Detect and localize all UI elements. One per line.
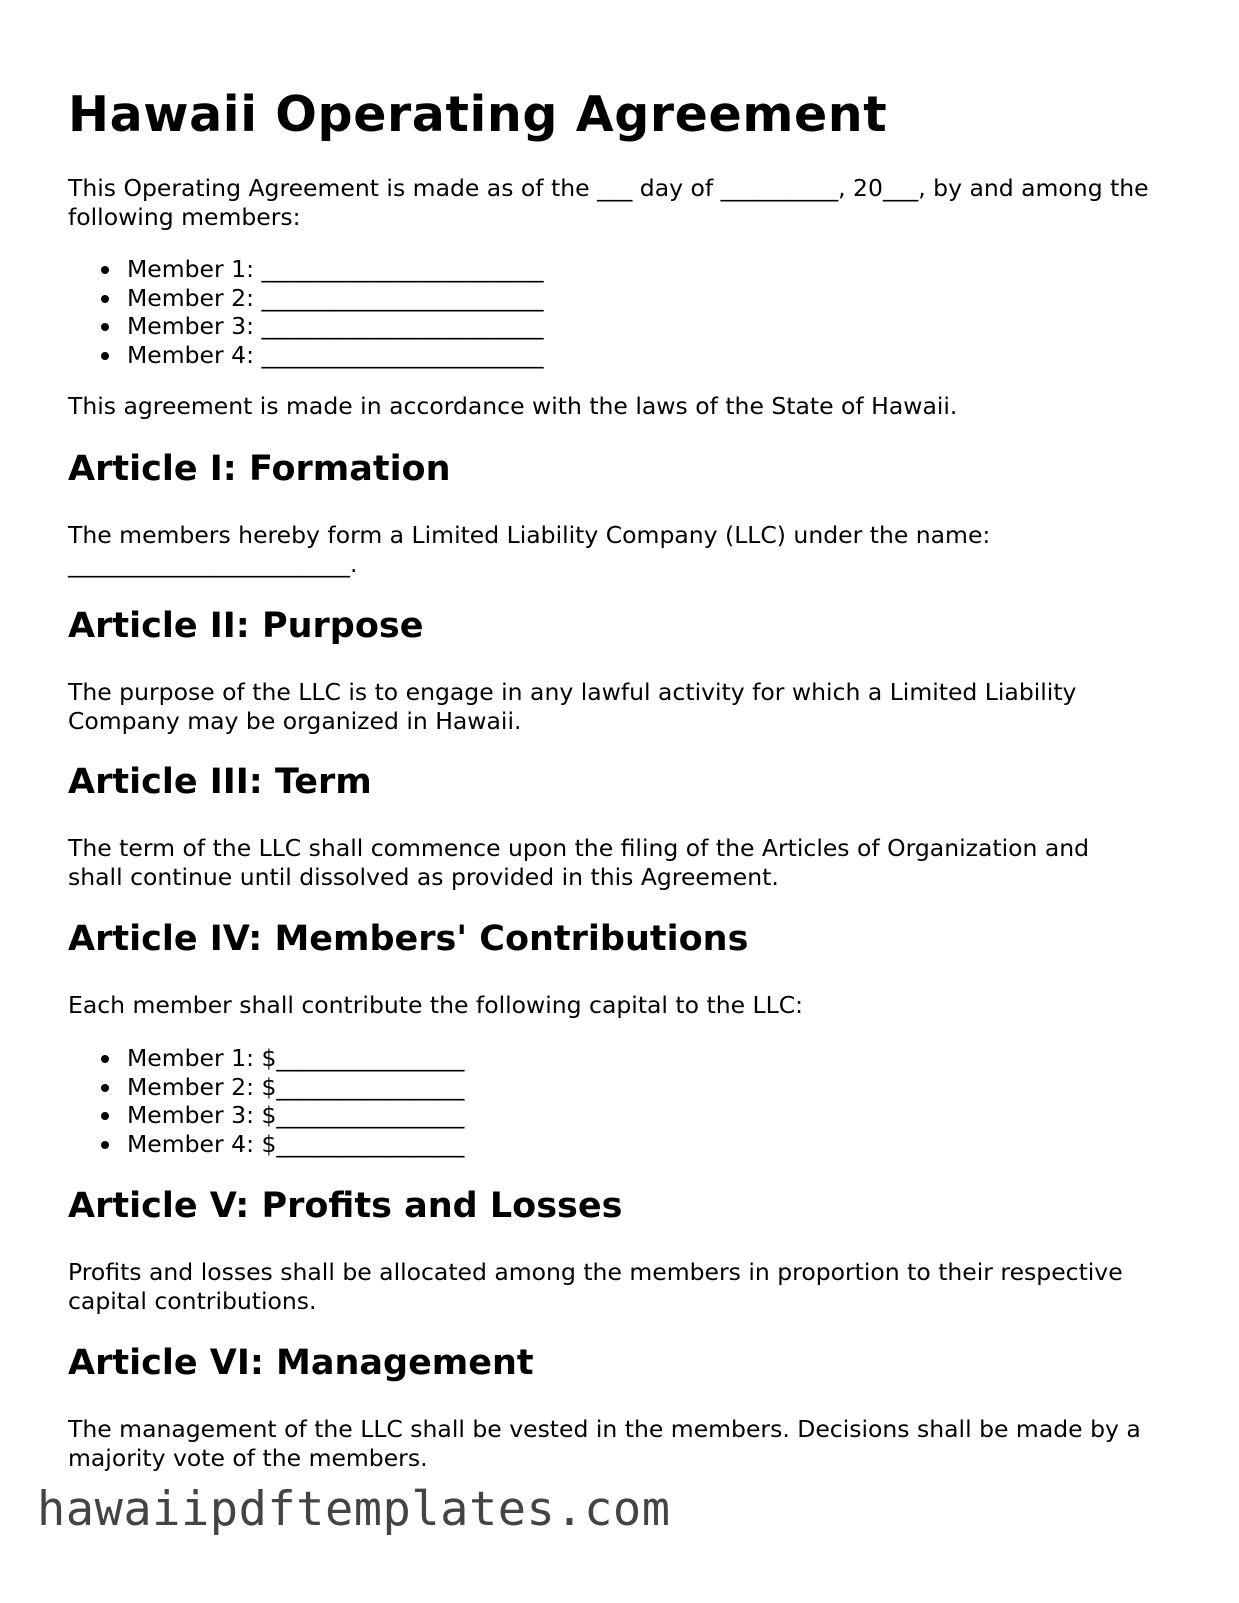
article-heading: Article I: Formation — [68, 449, 451, 489]
article-heading: Article VI: Management — [68, 1343, 534, 1383]
list-item: Member 3: $________________ — [68, 1101, 1178, 1130]
members-list — [68, 255, 1178, 369]
article-heading: Article III: Term — [68, 762, 372, 802]
article-text: Each member shall contribute the following capital to the LLC: — [68, 991, 804, 1019]
watermark-text: hawaiipdftemplates.com — [37, 1482, 671, 1537]
list-item: Member 4: ________________________ — [68, 341, 1178, 370]
contributions-list — [68, 1044, 1178, 1158]
list-item: Member 1: ________________________ — [68, 255, 1178, 284]
document-title: Hawaii Operating Agreement — [68, 86, 888, 143]
list-item: Member 4: $________________ — [68, 1130, 1178, 1159]
article-text: The management of the LLC shall be vested in the members. Decisions shall be made by a majority vote of the members. — [68, 1415, 1141, 1472]
article-text: The term of the LLC shall commence upon the filing of the Articles of Organization and shall continue until dissolved as provided in this Agreement. — [68, 834, 1090, 891]
article-text: The members hereby form a Limited Liability Company (LLC) under the name: ________________________. — [68, 521, 991, 578]
list-item: Member 2: $________________ — [68, 1073, 1178, 1102]
article-heading: Article V: Profits and Losses — [68, 1186, 623, 1226]
intro-paragraph: This Operating Agreement is made as of the ___ day of __________, 20___, by and among the following members: — [68, 174, 1149, 231]
article-text: The purpose of the LLC is to engage in any lawful activity for which a Limited Liability Company may be organized in Hawaii. — [68, 678, 1077, 735]
article-heading: Article II: Purpose — [68, 606, 424, 646]
article-heading: Article IV: Members' Contributions — [68, 919, 749, 959]
list-item: Member 2: ________________________ — [68, 284, 1178, 313]
list-item: Member 3: ________________________ — [68, 312, 1178, 341]
list-item: Member 1: $________________ — [68, 1044, 1178, 1073]
article-text: Profits and losses shall be allocated among the members in proportion to their respective capital contributions. — [68, 1258, 1123, 1315]
law-statement: This agreement is made in accordance with the laws of the State of Hawaii. — [68, 392, 958, 420]
